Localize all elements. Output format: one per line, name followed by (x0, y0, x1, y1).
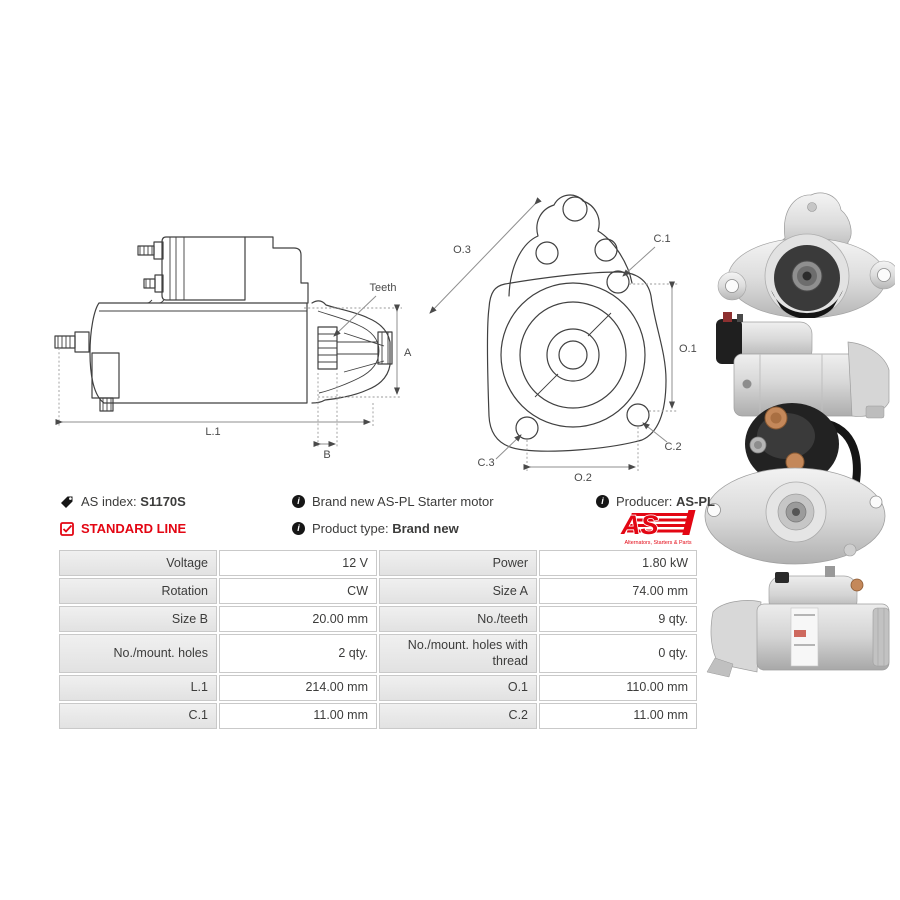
front-view-drawing (420, 180, 710, 490)
spec-value: 20.00 mm (219, 606, 377, 632)
as-index-value: S1170S (140, 494, 186, 509)
dim-c1-label: C.1 (653, 233, 671, 245)
dim-l1-label: L.1 (205, 426, 221, 438)
table-row (59, 703, 697, 729)
spec-label: C.1 (59, 703, 217, 729)
table-row (59, 550, 697, 576)
producer-label: Producer: (616, 494, 673, 509)
as-index-label: AS index: (81, 494, 137, 509)
spec-label: Voltage (59, 550, 217, 576)
spec-label: No./mount. holes with thread (379, 634, 537, 673)
spec-value: 11.00 mm (219, 703, 377, 729)
product-photo-side-2 (705, 552, 900, 682)
as-index-text (81, 494, 186, 509)
product-photo-rear (700, 398, 895, 566)
spec-value: 9 qty. (539, 606, 697, 632)
table-row (59, 675, 697, 701)
spec-value: 1.80 kW (539, 550, 697, 576)
product-type-text (312, 521, 459, 536)
table-row (59, 578, 697, 604)
table-row (59, 606, 697, 632)
spec-value: CW (219, 578, 377, 604)
as-pl-logo-subtext: Alternators, Starters & Parts (624, 540, 692, 546)
as-pl-logo-text: AS (621, 510, 659, 540)
spec-label: Size A (379, 578, 537, 604)
spec-value: 110.00 mm (539, 675, 697, 701)
dim-o2-label: O.2 (574, 472, 592, 484)
dim-c2-label: C.2 (664, 441, 682, 453)
as-index-row (60, 494, 186, 509)
product-type-value: Brand new (392, 521, 459, 536)
spec-label: Size B (59, 606, 217, 632)
spec-label: L.1 (59, 675, 217, 701)
producer-value: AS-PL (676, 494, 715, 509)
side-view-drawing (45, 215, 425, 470)
table-row (59, 634, 697, 673)
dim-o1-label: O.1 (679, 343, 697, 355)
dim-a-label: A (404, 347, 412, 359)
dim-b-label: B (323, 449, 331, 461)
product-type-label: Product type: (312, 521, 389, 536)
spec-value: 11.00 mm (539, 703, 697, 729)
spec-label: No./mount. holes (59, 634, 217, 673)
spec-label: O.1 (379, 675, 537, 701)
info-icon: i (292, 522, 305, 535)
spec-value: 12 V (219, 550, 377, 576)
info-icon: i (292, 495, 305, 508)
dim-o3-label: O.3 (453, 244, 471, 256)
spec-value: 0 qty. (539, 634, 697, 673)
spec-table (57, 548, 699, 731)
producer-row (596, 494, 715, 509)
spec-label: C.2 (379, 703, 537, 729)
spec-label: Power (379, 550, 537, 576)
standard-line-text: STANDARD LINE (81, 521, 187, 536)
product-photo-front (715, 188, 895, 318)
spec-value: 214.00 mm (219, 675, 377, 701)
as-pl-logo (603, 508, 713, 548)
brand-new-row (292, 494, 494, 509)
tag-icon (60, 495, 74, 509)
brand-new-text: Brand new AS-PL Starter motor (312, 494, 494, 509)
spec-value: 74.00 mm (539, 578, 697, 604)
standard-line-row (60, 521, 186, 536)
spec-label: Rotation (59, 578, 217, 604)
dim-c3-label: C.3 (477, 457, 495, 469)
product-type-row (292, 521, 459, 536)
info-icon: i (596, 495, 609, 508)
teeth-label: Teeth (369, 282, 397, 294)
producer-text (616, 494, 715, 509)
checkbox-icon (60, 522, 74, 536)
spec-label: No./teeth (379, 606, 537, 632)
spec-value: 2 qty. (219, 634, 377, 673)
